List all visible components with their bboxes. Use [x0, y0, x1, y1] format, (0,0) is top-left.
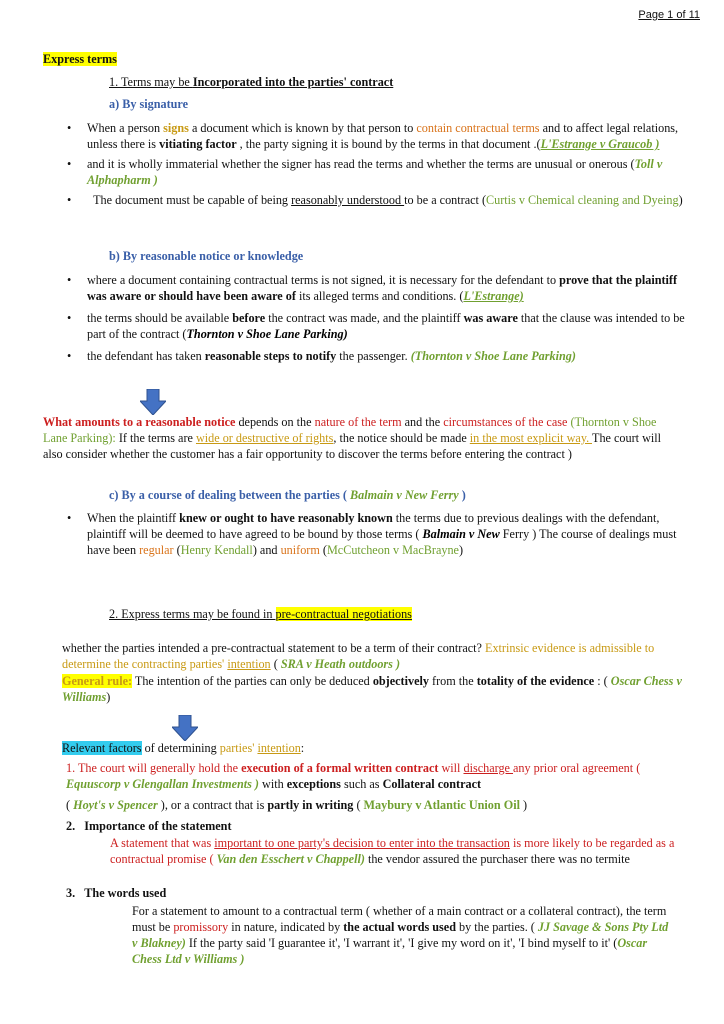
- text-run: promissory: [173, 920, 229, 934]
- case-citation: Thornton v Shoe Lane Parking): [186, 327, 348, 341]
- text-run: signs: [163, 121, 189, 135]
- text-run: depends on the: [235, 415, 315, 429]
- bullet-icon: •: [67, 273, 72, 287]
- section2-heading-a: 2. Express terms may be found in: [109, 607, 276, 621]
- text-run: A statement that was: [110, 836, 215, 850]
- factor-3-heading: [66, 885, 166, 901]
- text-run: (: [270, 657, 281, 671]
- section2-heading-b: pre-contractual negotiations: [275, 607, 412, 621]
- text-run: will: [438, 761, 464, 775]
- text-run: its alleged terms and conditions. (: [295, 289, 464, 303]
- factor-1-text: [66, 760, 686, 792]
- case-citation: SRA v Heath outdoors ): [280, 657, 401, 671]
- text-run: : (: [594, 674, 611, 688]
- text-run: If the party said 'I guarantee it', 'I warrant it', 'I give my word on it', 'I bind myself to it' (: [185, 936, 618, 950]
- factor-2-body: [110, 835, 680, 867]
- factor-1-text-cont: [66, 797, 686, 813]
- text-run: objectively: [372, 674, 429, 688]
- text-run: (: [66, 798, 74, 812]
- text-run: discharge: [463, 761, 514, 775]
- bullet-icon: •: [67, 193, 72, 207]
- factor-number: 2.: [66, 819, 76, 833]
- text-run: is more likely to be regarded as a contractual promise (: [110, 836, 675, 866]
- section2-heading: [109, 606, 412, 622]
- bullet-icon: •: [67, 349, 72, 363]
- text-run: prove that the plaintiff was aware or should have been aware of: [87, 273, 678, 303]
- text-run: Collateral contract: [382, 777, 482, 791]
- text-run: in nature, indicated by: [228, 920, 344, 934]
- text-run: parties': [219, 741, 258, 755]
- subheading-b: b) By reasonable notice or knowledge: [109, 249, 304, 263]
- subheading-a: a) By signature: [109, 97, 188, 111]
- down-arrow-icon: [140, 389, 166, 415]
- case-citation: Equuscorp v Glengallan Investments ): [66, 777, 259, 791]
- text-run: What amounts to a reasonable notice: [43, 415, 236, 429]
- list-item: [67, 510, 687, 558]
- relevant-factors-heading: [62, 740, 304, 756]
- text-run: contain contractual terms: [416, 121, 540, 135]
- factor-number: 3.: [66, 886, 76, 900]
- text-run: the passenger.: [336, 349, 411, 363]
- case-citation: Maybury v Atlantic Union Oil: [363, 798, 520, 812]
- case-citation: Oscar Chess Ltd v Williams ): [132, 936, 648, 966]
- text-run: partly in writing: [267, 798, 354, 812]
- text-run: regular: [139, 543, 174, 557]
- text-run: reasonable steps to notify: [204, 349, 337, 363]
- case-citation: Oscar Chess v Williams: [62, 674, 682, 704]
- case-citation: Curtis v Chemical cleaning and Dyeing: [486, 193, 679, 207]
- text-run: a document which is known by that person to: [188, 121, 417, 135]
- text-run: Ferry ) The course of dealings must have been: [87, 527, 677, 557]
- section1-heading-b: Incorporated into the parties' contract: [192, 75, 394, 89]
- text-run: nature of the term: [314, 415, 402, 429]
- text-run: exceptions: [286, 777, 341, 791]
- text-run: such as: [340, 777, 383, 791]
- list-item: [67, 310, 687, 342]
- case-citation: Toll v Alphapharm ): [87, 157, 663, 187]
- page-title: [43, 51, 117, 67]
- text-run: by the parties. (: [455, 920, 538, 934]
- bullet-icon: •: [67, 121, 72, 135]
- bullet-icon: •: [67, 157, 72, 171]
- text-run: in the most explicit way.: [469, 431, 592, 445]
- case-citation: (Thornton v Shoe Lane Parking): [410, 349, 576, 363]
- case-citation: Balmain v New: [422, 527, 500, 541]
- down-arrow-icon: [172, 715, 198, 741]
- text-run: vitiating factor: [159, 137, 237, 151]
- case-citation: L'Estrange): [463, 289, 524, 303]
- text-run: The intention of the parties can only be deduced: [132, 674, 373, 688]
- text-run: to be a contract (: [404, 193, 487, 207]
- section1-heading-a: 1. Terms may be: [109, 75, 193, 89]
- text-run: was aware: [463, 311, 518, 325]
- text-run: where a document containing contractual terms is not signed, it is necessary for the defendant to: [87, 273, 560, 287]
- text-run: ): [519, 798, 528, 812]
- text-run: knew or ought to have reasonably known: [179, 511, 393, 525]
- text-run: ): [106, 690, 111, 704]
- case-citation: L'Estrange v Graucob ): [540, 137, 660, 151]
- text-run: intention: [257, 741, 301, 755]
- text-run: the terms should be available: [87, 311, 233, 325]
- bullet-icon: •: [67, 511, 72, 525]
- page-title-text: Express terms: [43, 52, 117, 66]
- list-item: [67, 192, 687, 208]
- text-run: circumstances of the case: [443, 415, 568, 429]
- text-run: (: [173, 543, 181, 557]
- text-run: whether the parties intended a pre-contractual statement to be a term of their contract?: [62, 641, 485, 655]
- text-run: reasonably understood: [291, 193, 405, 207]
- text-run: For a statement to amount to a contractual term ( whether of a main contract or a collateral contract), the term must be: [132, 904, 667, 934]
- text-run: ) and: [252, 543, 281, 557]
- list-item: [67, 348, 687, 364]
- text-run: the defendant has taken: [87, 349, 205, 363]
- factor-3-body: [132, 903, 672, 967]
- case-citation: (Thornton v Shoe Lane Parking):: [43, 415, 657, 445]
- text-run: totality of the evidence: [476, 674, 595, 688]
- text-run: intention: [227, 657, 271, 671]
- list-item: [67, 272, 687, 304]
- text-run: (: [319, 543, 327, 557]
- text-run: When the plaintiff: [87, 511, 180, 525]
- text-run: and it is wholly immaterial whether the signer has read the terms and whether the terms are unusual or onerous (: [87, 157, 635, 171]
- text-run: the terms due to previous dealings with the defendant, plaintiff will be deemed to have agreed to be bound by those terms (: [87, 511, 660, 541]
- factor-title: The words used: [84, 886, 167, 900]
- case-citation: Van den Esschert v Chappell): [216, 852, 365, 866]
- text-run: that the clause was intended to be part of the contract (: [87, 311, 685, 341]
- factor-2-heading: [66, 818, 232, 834]
- text-run: wide or destructive of rights: [195, 431, 334, 445]
- case-citation: JJ Savage & Sons Pty Ltd v Blakney): [132, 920, 669, 950]
- text-run: , the notice should be made: [333, 431, 470, 445]
- section2-para1: [62, 640, 682, 672]
- text-run: and the: [401, 415, 444, 429]
- text-run: the actual words used: [343, 920, 456, 934]
- page-number: Page 1 of 11: [638, 9, 700, 21]
- subheading-c-text: c) By a course of dealing between the parties (: [109, 488, 351, 502]
- text-run: ), or a contract that is: [157, 798, 268, 812]
- case-citation: Balmain v New Ferry: [350, 488, 459, 502]
- bullet-icon: •: [67, 311, 72, 325]
- text-run: and to affect legal relations, unless there is: [87, 121, 679, 151]
- text-run: If the terms are: [115, 431, 196, 445]
- text-run: any prior oral agreement (: [513, 761, 641, 775]
- text-run: uniform: [280, 543, 320, 557]
- list-c: [67, 510, 687, 558]
- text-run: before: [232, 311, 266, 325]
- text-run: (: [353, 798, 364, 812]
- text-run: from the: [429, 674, 477, 688]
- list-item: [67, 120, 687, 152]
- general-rule-label: General rule:: [62, 674, 133, 688]
- case-citation: Hoyt's v Spencer: [73, 798, 158, 812]
- factor-1: [66, 760, 686, 813]
- text-run: The document must be capable of being: [93, 193, 292, 207]
- text-run: , the party signing it is bound by the terms in that document .(: [236, 137, 541, 151]
- text-run: Extrinsic evidence is admissible to determine the contracting parties': [62, 641, 655, 671]
- text-run: The court will also consider whether the customer has a fair opportunity to discover the terms before entering the contract ): [43, 431, 662, 461]
- text-run: Relevant factors: [62, 741, 142, 755]
- text-run: When a person: [87, 121, 164, 135]
- list-b: [67, 272, 687, 364]
- case-citation: McCutcheon v MacBrayne: [326, 543, 459, 557]
- notice-paragraph: [43, 414, 683, 462]
- section1-heading: [109, 74, 393, 90]
- text-run: with: [259, 777, 287, 791]
- text-run: ): [458, 543, 464, 557]
- list-a: [67, 120, 687, 208]
- factor-title: Importance of the statement: [84, 819, 232, 833]
- text-run: :: [300, 741, 305, 755]
- text-run: execution of a formal written contract: [241, 761, 439, 775]
- text-run: of determining: [141, 741, 220, 755]
- subheading-c: [109, 487, 466, 503]
- text-run: important to one party's decision to enter into the transaction: [214, 836, 510, 850]
- text-run: the vendor assured the purchaser there was no termite: [364, 852, 630, 866]
- case-citation: Henry Kendall: [180, 543, 253, 557]
- text-run: 1. The court will generally hold the: [66, 761, 242, 775]
- general-rule: [62, 673, 682, 705]
- text-run: ): [458, 488, 466, 502]
- list-item: [67, 156, 687, 188]
- text-run: ): [678, 193, 683, 207]
- text-run: the contract was made, and the plaintiff: [265, 311, 464, 325]
